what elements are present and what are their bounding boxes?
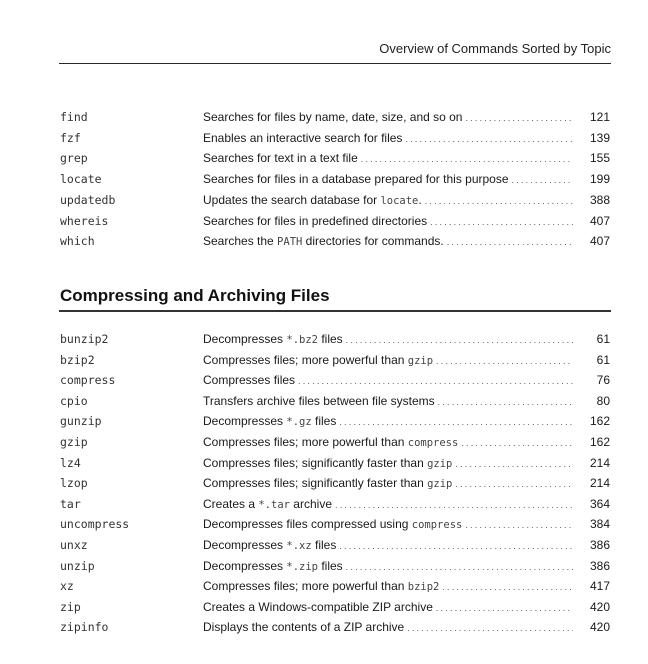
page-number: 139 [589, 130, 610, 145]
command-name: uncompress [60, 517, 130, 532]
inline-code: *.tar [258, 498, 290, 511]
command-name: unxz [60, 538, 88, 552]
command-description-cell [203, 576, 573, 597]
command-description [203, 535, 339, 556]
inline-code: gzip [427, 457, 453, 470]
command-description-cell [203, 107, 573, 128]
command-row [59, 411, 611, 431]
inline-code: gzip [407, 354, 434, 367]
command-name: xz [60, 579, 74, 594]
command-name: whereis [60, 213, 109, 228]
command-name: tar [60, 496, 81, 511]
command-row [59, 597, 611, 617]
description-text: Compresses files; significantly faster than [203, 476, 428, 491]
command-description [203, 597, 436, 617]
inline-code: PATH [277, 236, 303, 249]
page-number: 420 [589, 599, 610, 614]
description-text: Searches for files by name, date, size, and so on [203, 110, 463, 124]
dot-leader [298, 371, 573, 391]
page-number: 121 [589, 110, 610, 124]
command-row [59, 211, 611, 231]
command-description-cell [203, 432, 573, 453]
command-name: lzop [60, 476, 88, 491]
dot-leader [455, 474, 573, 494]
dot-leader [335, 495, 573, 515]
command-description [203, 576, 442, 597]
description-text: Decompresses [203, 414, 287, 429]
page-number: 386 [589, 558, 610, 573]
command-name: unzip [60, 558, 95, 573]
command-description-cell [203, 211, 573, 232]
command-description [203, 190, 425, 211]
description-text: Compresses files; more powerful than [203, 579, 408, 594]
command-description-cell [203, 556, 573, 577]
dot-leader [447, 232, 573, 252]
command-description-cell [203, 148, 573, 169]
section-rule [59, 310, 611, 312]
dot-leader [339, 536, 573, 556]
command-name: cpio [60, 393, 88, 408]
command-description [203, 453, 455, 474]
dot-leader [407, 618, 573, 638]
description-text: archive [289, 496, 332, 511]
command-description [203, 169, 512, 189]
command-name: compress [60, 373, 116, 388]
command-row [59, 432, 611, 452]
command-description [203, 494, 335, 515]
command-name: bzip2 [60, 352, 95, 367]
inline-code: compress [407, 437, 459, 449]
command-name: gunzip [60, 414, 102, 429]
description-text: Transfers archive files between file systems [203, 393, 435, 408]
inline-code: *.xz [286, 540, 312, 552]
command-row [59, 329, 611, 349]
command-row [59, 231, 611, 251]
dot-leader [425, 191, 573, 211]
page-number: 199 [589, 172, 610, 187]
description-text: Decompresses [203, 558, 287, 573]
command-description-cell [203, 329, 573, 350]
page-number: 364 [589, 496, 610, 511]
command-row [59, 535, 611, 555]
dot-leader [436, 351, 573, 371]
page-number: 61 [596, 352, 610, 367]
command-name: updatedb [60, 192, 116, 207]
page-number: 384 [589, 517, 610, 532]
command-description [203, 128, 405, 148]
description-text: Compresses files [203, 373, 296, 388]
page-number: 214 [589, 476, 610, 491]
description-text: files [311, 538, 337, 552]
dot-leader [465, 108, 573, 128]
command-description-cell [203, 190, 573, 211]
command-description-cell [203, 473, 573, 494]
inline-code: *.bz2 [286, 334, 318, 346]
description-text: Decompresses [203, 332, 287, 346]
command-row [59, 370, 611, 390]
dot-leader [442, 577, 573, 597]
description-text: Searches for files in predefined directories [203, 213, 428, 228]
command-description-cell [203, 597, 573, 618]
running-header: Overview of Commands Sorted by Topic [379, 41, 611, 56]
dot-leader [461, 433, 573, 453]
command-description [203, 473, 455, 494]
description-text: Creates a Windows-compatible ZIP archive [203, 599, 433, 614]
command-description [203, 350, 436, 371]
command-row [59, 453, 611, 473]
command-row [59, 128, 611, 148]
dot-leader [455, 454, 573, 474]
command-name: locate [60, 172, 102, 187]
command-name: lz4 [60, 455, 81, 470]
dot-leader [361, 149, 573, 169]
inline-code: *.zip [286, 560, 318, 573]
description-text: Creates a [203, 496, 259, 511]
dot-leader [436, 598, 573, 618]
command-name: which [60, 234, 95, 249]
description-text: files [317, 332, 343, 346]
command-row [59, 169, 611, 189]
command-row [59, 148, 611, 168]
command-row [59, 576, 611, 596]
inline-code: bzip2 [407, 581, 440, 594]
description-text: Decompresses files compressed using [203, 517, 412, 532]
section-heading: Compressing and Archiving Files [60, 286, 330, 305]
command-description [203, 514, 465, 535]
description-text: Searches the [203, 234, 278, 249]
command-description-cell [203, 370, 573, 391]
page-number: 76 [596, 373, 610, 388]
description-text: Compresses files; more powerful than [203, 352, 408, 367]
command-description-cell [203, 411, 573, 432]
dot-leader [512, 170, 573, 190]
command-description-cell [203, 350, 573, 371]
description-text: Decompresses [203, 538, 287, 552]
command-description [203, 231, 447, 252]
inline-code: gzip [427, 478, 453, 491]
command-description [203, 617, 407, 637]
command-description [203, 432, 461, 453]
inline-code: locate [380, 194, 419, 207]
page-number: 155 [589, 151, 610, 166]
command-row [59, 494, 611, 514]
command-description-cell [203, 453, 573, 474]
page-number: 388 [589, 192, 610, 207]
page-number: 162 [589, 435, 610, 449]
command-description [203, 556, 346, 577]
dot-leader [465, 515, 573, 535]
description-text: Compresses files; more powerful than [203, 435, 408, 449]
command-description [203, 329, 346, 350]
command-description-cell [203, 231, 573, 252]
description-text: Displays the contents of a ZIP archive [203, 620, 405, 635]
dot-leader [339, 412, 573, 432]
command-row [59, 556, 611, 576]
command-row [59, 190, 611, 210]
command-name: zip [60, 599, 81, 614]
page-number: 61 [596, 332, 610, 346]
command-description-cell [203, 494, 573, 515]
inline-code: compress [411, 519, 463, 532]
page-number: 162 [589, 414, 610, 429]
header-rule [59, 63, 611, 64]
dot-leader [346, 557, 573, 577]
description-text: Enables an interactive search for files [203, 130, 403, 145]
inline-code: *.gz [286, 416, 312, 429]
dot-leader [405, 129, 573, 149]
command-description-cell [203, 391, 573, 412]
command-description [203, 370, 298, 390]
command-row [59, 107, 611, 127]
description-text: Searches for text in a text file [203, 151, 358, 166]
command-name: zipinfo [60, 620, 109, 635]
command-name: find [60, 110, 88, 124]
command-description-cell [203, 514, 573, 535]
description-text: files [311, 414, 337, 429]
command-row [59, 350, 611, 370]
command-description-cell [203, 128, 573, 149]
description-text: directories for commands. [302, 234, 444, 249]
dot-leader [346, 330, 573, 350]
command-name: gzip [60, 435, 88, 449]
command-description-cell [203, 617, 573, 638]
command-name: bunzip2 [60, 332, 109, 346]
description-text: Searches for files in a database prepared for this purpose [203, 172, 509, 187]
command-name: grep [60, 151, 88, 166]
page-number: 80 [596, 393, 610, 408]
command-description-cell [203, 535, 573, 556]
description-text: files [317, 558, 343, 573]
page-number: 417 [589, 579, 610, 594]
command-row [59, 617, 611, 637]
command-description [203, 148, 361, 168]
command-name: fzf [60, 130, 81, 145]
description-text: Updates the search database for [203, 192, 381, 207]
command-row [59, 391, 611, 411]
dot-leader [430, 212, 573, 232]
command-description [203, 391, 438, 411]
page-number: 386 [589, 538, 610, 552]
command-description [203, 107, 465, 127]
command-row [59, 473, 611, 493]
description-text: . [418, 192, 422, 207]
command-description-cell [203, 169, 573, 190]
command-description [203, 411, 339, 432]
page-number: 407 [589, 213, 610, 228]
dot-leader [438, 392, 573, 412]
description-text: Compresses files; significantly faster than [203, 455, 428, 470]
page-number: 214 [589, 455, 610, 470]
command-row [59, 514, 611, 534]
page-number: 420 [589, 620, 610, 635]
command-description [203, 211, 430, 231]
page-number: 407 [589, 234, 610, 249]
